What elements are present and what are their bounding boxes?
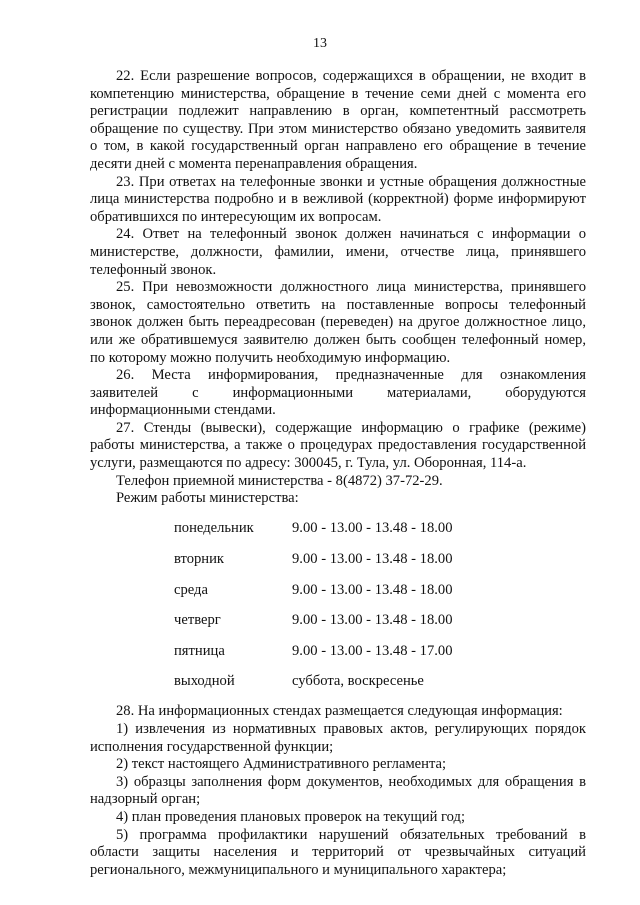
schedule-hours: 9.00 - 13.00 - 13.48 - 18.00 [292, 581, 453, 598]
schedule-day: пятница [174, 642, 225, 659]
list-item-28-4: 4) план проведения плановых проверок на текущий год; [116, 808, 466, 825]
schedule-hours: суббота, воскресенье [292, 673, 424, 690]
paragraph-24: 24. Ответ на телефонный звонок должен начинаться с информации о министерстве, должности, фамилии, имени, отчестве лица, принявшего телефонный звонок. [90, 226, 586, 278]
schedule-day: выходной [174, 673, 235, 690]
schedule-day: среда [174, 581, 208, 598]
paragraph-22: 22. Если разрешение вопросов, содержащихся в обращении, не входит в компетенцию министерства, обращение в течение семи дней с момента его регистрации подлежит направлению в орган, компетентный рассмотреть обращение по существу. При этом министерство обязано уведомить заявителя о том, в какой государственный орган направлено его обращение в течение десяти дней с момента перенаправления обращения. [90, 68, 586, 172]
schedule-day: четверг [174, 612, 221, 629]
schedule-table [174, 514, 453, 698]
paragraph-26: 26. Места информирования, предназначенные для ознакомления заявителей с информационными материалами, оборудуются информационными стендами. [90, 367, 586, 419]
paragraph-27: 27. Стенды (вывески), содержащие информацию о графике (режиме) работы министерства, а также о процедурах предоставления государственной услуги, размещаются по адресу: 300045, г. Тула, ул. Оборонная, 114-а. [90, 419, 586, 472]
schedule-row [174, 667, 453, 698]
schedule-day: понедельник [174, 520, 254, 537]
schedule-row [174, 606, 453, 637]
schedule-heading: Режим работы министерства: [116, 490, 299, 507]
schedule-hours: 9.00 - 13.00 - 13.48 - 17.00 [292, 642, 453, 659]
schedule-day: вторник [174, 550, 225, 567]
schedule-row [174, 575, 453, 606]
list-item-28-2: 2) текст настоящего Административного регламента; [116, 756, 447, 773]
page-number: 13 [313, 36, 327, 51]
list-item-28-1: 1) извлечения из нормативных правовых актов, регулирующих порядок исполнения государственной функции; [90, 721, 586, 755]
schedule-hours: 9.00 - 13.00 - 13.48 - 18.00 [292, 612, 453, 629]
schedule-row [174, 636, 453, 667]
schedule-row [174, 514, 453, 545]
list-item-28-5: 5) программа профилактики нарушений обязательных требований в области защиты населения и территорий от чрезвычайных ситуаций регионального, межмуниципального и муниципального характера; [90, 826, 586, 878]
list-item-28-3: 3) образцы заполнения форм документов, необходимых для обращения в надзорный орган; [90, 773, 586, 808]
schedule-row [174, 544, 453, 575]
paragraph-25: 25. При невозможности должностного лица министерства, принявшего звонок, самостоятельно ответить на поставленные вопросы телефонный звонок должен быть переадресован (переведен) на другое должностное лицо, или же обратившемуся заявителю должен быть сообщен телефонный номер, по которому можно получить необходимую информацию. [90, 279, 586, 366]
paragraph-28: 28. На информационных стендах размещается следующая информация: [116, 703, 563, 720]
schedule-hours: 9.00 - 13.00 - 13.48 - 18.00 [292, 550, 453, 567]
schedule-hours: 9.00 - 13.00 - 13.48 - 18.00 [292, 520, 453, 537]
document-body [90, 68, 586, 879]
phone-line: Телефон приемной министерства - 8(4872) 37-72-29. [116, 472, 443, 489]
paragraph-23: 23. При ответах на телефонные звонки и устные обращения должностные лица министерства подробно и в вежливой (корректной) форме информируют обратившихся по интересующим их вопросам. [90, 173, 586, 225]
